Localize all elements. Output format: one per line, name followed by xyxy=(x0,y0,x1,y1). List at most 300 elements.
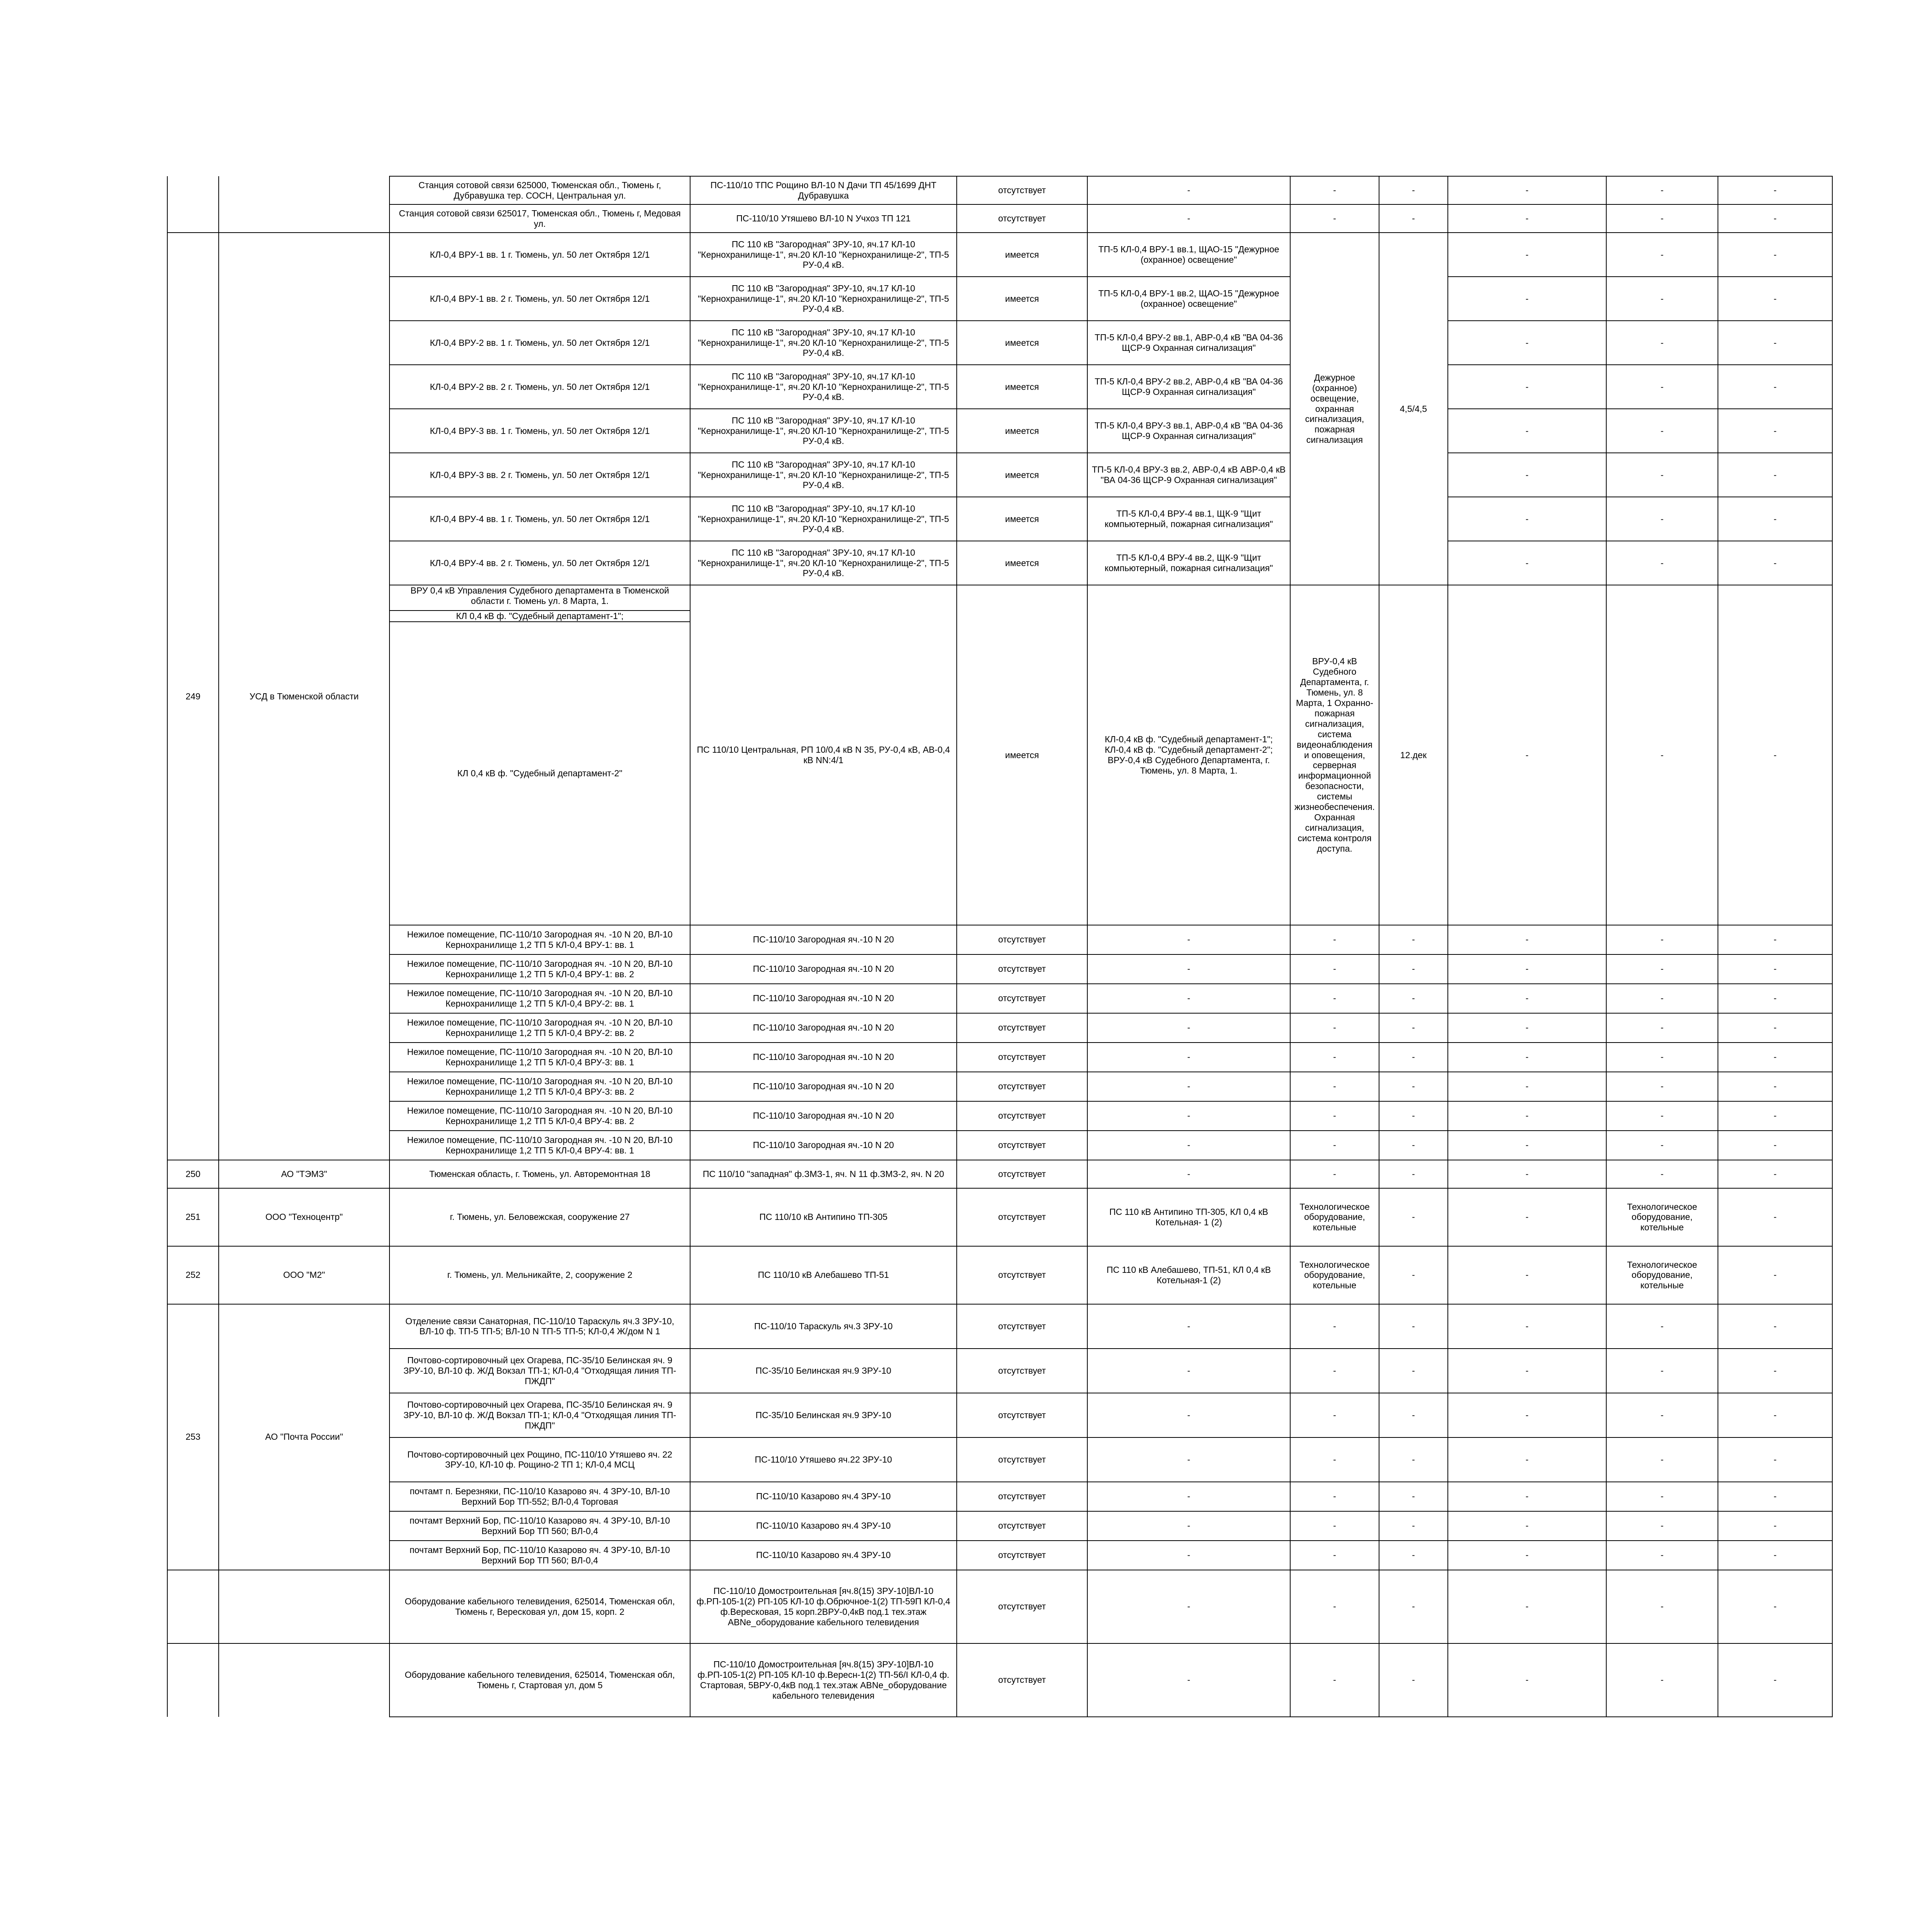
table-row xyxy=(167,1570,1832,1643)
table-row xyxy=(167,277,1832,321)
substation-cell: ПС 110 кВ "Загородная" ЗРУ-10, яч.17 КЛ-10 "Кернохранилище-1", яч.20 КЛ-10 "Кернохранилище-2", ТП-5 РУ-0,4 кВ. xyxy=(690,233,957,277)
backup-source-cell: - xyxy=(1087,1541,1290,1570)
value-cell: - xyxy=(1290,1541,1379,1570)
value-cell: - xyxy=(1448,176,1606,204)
value-cell: - xyxy=(1448,1043,1606,1072)
substation-cell: ПС-110/10 Загородная яч.-10 N 20 xyxy=(690,984,957,1013)
organization-cell xyxy=(219,204,389,233)
value-cell: - xyxy=(1448,1541,1606,1570)
value-cell: - xyxy=(1379,204,1448,233)
value-cell: - xyxy=(1606,1304,1718,1349)
value-cell: - xyxy=(1379,1160,1448,1188)
reserve-cell: имеется xyxy=(957,453,1087,497)
table-row xyxy=(167,497,1832,541)
address-cell: КЛ-0,4 ВРУ-2 вв. 2 г. Тюмень, ул. 50 лет Октября 12/1 xyxy=(389,365,690,409)
value-cell: - xyxy=(1379,1349,1448,1393)
table-row xyxy=(167,365,1832,409)
value-cell: - xyxy=(1379,1188,1448,1246)
substation-cell: ПС-35/10 Белинская яч.9 ЗРУ-10 xyxy=(690,1393,957,1437)
substation-cell: ПС-110/10 Казарово яч.4 ЗРУ-10 xyxy=(690,1482,957,1511)
number-cell xyxy=(167,1570,219,1643)
reserve-cell: имеется xyxy=(957,321,1087,365)
table-row xyxy=(167,1511,1832,1541)
address-cell: ВРУ 0,4 кВ Управления Судебного департамента в Тюменской области г. Тюмень ул. 8 Марта, 1. xyxy=(389,585,690,611)
value-cell: - xyxy=(1718,1188,1832,1246)
reserve-cell: отсутствует xyxy=(957,1131,1087,1160)
backup-source-cell: ПС 110 кВ Алебашево, ТП-51, КЛ 0,4 кВ Котельная-1 (2) xyxy=(1087,1246,1290,1304)
backup-source-cell: - xyxy=(1087,1643,1290,1717)
substation-cell: ПС 110 кВ "Загородная" ЗРУ-10, яч.17 КЛ-10 "Кернохранилище-1", яч.20 КЛ-10 "Кернохранилище-2", ТП-5 РУ-0,4 кВ. xyxy=(690,497,957,541)
value-cell: - xyxy=(1718,1101,1832,1131)
address-cell: КЛ-0,4 ВРУ-1 вв. 1 г. Тюмень, ул. 50 лет Октября 12/1 xyxy=(389,233,690,277)
table-row xyxy=(167,1246,1832,1304)
backup-source-cell: - xyxy=(1087,1393,1290,1437)
backup-source-cell: - xyxy=(1087,1072,1290,1101)
value-cell: - xyxy=(1379,1393,1448,1437)
substation-cell: ПС 110 кВ "Загородная" ЗРУ-10, яч.17 КЛ-10 "Кернохранилище-1", яч.20 КЛ-10 "Кернохранилище-2", ТП-5 РУ-0,4 кВ. xyxy=(690,453,957,497)
value-cell: - xyxy=(1606,1072,1718,1101)
value-cell: - xyxy=(1290,176,1379,204)
value-cell: - xyxy=(1290,1393,1379,1437)
substation-cell: ПС-110/10 Утяшево ВЛ-10 N Учхоз ТП 121 xyxy=(690,204,957,233)
reserve-cell: отсутствует xyxy=(957,1160,1087,1188)
value-cell: - xyxy=(1448,1393,1606,1437)
table-row xyxy=(167,1643,1832,1717)
value-cell: - xyxy=(1606,1643,1718,1717)
backup-source-cell: - xyxy=(1087,1043,1290,1072)
value-cell: - xyxy=(1379,925,1448,954)
backup-source-cell: - xyxy=(1087,1437,1290,1482)
value-cell: - xyxy=(1606,409,1718,453)
consumer-category-cell: Дежурное (охранное) освещение, охранная сигнализация, пожарная сигнализация xyxy=(1290,233,1379,585)
value-cell: - xyxy=(1448,233,1606,277)
value-cell: - xyxy=(1290,1101,1379,1131)
reserve-cell: отсутствует xyxy=(957,176,1087,204)
address-cell: КЛ 0,4 кВ ф. "Судебный департамент-1"; xyxy=(389,611,690,622)
table-row xyxy=(167,541,1832,585)
value-cell: - xyxy=(1448,1246,1606,1304)
value-cell: - xyxy=(1448,1349,1606,1393)
substation-cell: ПС 110/10 Центральная, РП 10/0,4 кВ N 35, РУ-0,4 кВ, АВ-0,4 кВ NN:4/1 xyxy=(690,585,957,925)
value-cell: - xyxy=(1448,541,1606,585)
organization-cell: ООО "Техноцентр" xyxy=(219,1188,389,1246)
value-cell: - xyxy=(1606,1482,1718,1511)
table-row xyxy=(167,1013,1832,1043)
table-row xyxy=(167,1188,1832,1246)
substation-cell: ПС-110/10 Загородная яч.-10 N 20 xyxy=(690,1013,957,1043)
value-cell: - xyxy=(1606,1437,1718,1482)
backup-source-cell: - xyxy=(1087,204,1290,233)
backup-source-cell: - xyxy=(1087,1482,1290,1511)
backup-source-cell: КЛ-0,4 кВ ф. "Судебный департамент-1"; КЛ-0,4 кВ ф. "Судебный департамент-2"; ВРУ-0,4 кВ Судебного Департамента, г. Тюмень, ул. 8 Марта, 1. xyxy=(1087,585,1290,925)
value-cell: - xyxy=(1448,204,1606,233)
address-cell: почтамт Верхний Бор, ПС-110/10 Казарово яч. 4 ЗРУ-10, ВЛ-10 Верхний Бор ТП 560; ВЛ-0,4 xyxy=(389,1511,690,1541)
table-row xyxy=(167,1131,1832,1160)
value-cell: - xyxy=(1606,204,1718,233)
backup-source-cell: - xyxy=(1087,984,1290,1013)
value-cell: - xyxy=(1606,541,1718,585)
value-cell: - xyxy=(1379,1131,1448,1160)
value-cell: - xyxy=(1606,1043,1718,1072)
value-cell: - xyxy=(1718,1437,1832,1482)
value-cell: - xyxy=(1448,1437,1606,1482)
value-cell: - xyxy=(1379,1482,1448,1511)
value-cell: - xyxy=(1718,277,1832,321)
value-cell: - xyxy=(1379,1101,1448,1131)
value-cell: - xyxy=(1448,1304,1606,1349)
value-cell: - xyxy=(1718,365,1832,409)
address-cell: Нежилое помещение, ПС-110/10 Загородная яч. -10 N 20, ВЛ-10 Кернохранилище 1,2 ТП 5 КЛ-0,4 ВРУ-1: вв. 2 xyxy=(389,954,690,984)
address-cell: Станция сотовой связи 625000, Тюменская обл., Тюмень г, Дубравушка тер. СОСН, Центральная ул. xyxy=(389,176,690,204)
table-row xyxy=(167,176,1832,204)
reserve-cell: отсутствует xyxy=(957,1304,1087,1349)
value-cell: - xyxy=(1379,176,1448,204)
address-cell: г. Тюмень, ул. Беловежская, сооружение 27 xyxy=(389,1188,690,1246)
number-cell: 250 xyxy=(167,1160,219,1188)
value-cell: - xyxy=(1379,954,1448,984)
reserve-cell: имеется xyxy=(957,277,1087,321)
value-cell: - xyxy=(1448,1160,1606,1188)
address-cell: Оборудование кабельного телевидения, 625014, Тюменская обл, Тюмень г, Вересковая ул, дом 15, корп. 2 xyxy=(389,1570,690,1643)
backup-source-cell: ТП-5 КЛ-0,4 ВРУ-1 вв.2, ЩАО-15 "Дежурное (охранное) освещение" xyxy=(1087,277,1290,321)
value-cell: - xyxy=(1606,233,1718,277)
number-cell: 252 xyxy=(167,1246,219,1304)
backup-source-cell: - xyxy=(1087,176,1290,204)
backup-source-cell: - xyxy=(1087,1101,1290,1131)
reserve-cell: отсутствует xyxy=(957,1246,1087,1304)
address-cell: Нежилое помещение, ПС-110/10 Загородная яч. -10 N 20, ВЛ-10 Кернохранилище 1,2 ТП 5 КЛ-0,4 ВРУ-2: вв. 1 xyxy=(389,984,690,1013)
substation-cell: ПС-110/10 Домостроительная [яч.8(15) ЗРУ-10]ВЛ-10 ф.РП-105-1(2) РП-105 КЛ-10 ф.Вересн-1(2) ТП-56/I КЛ-0,4 ф. Стартовая, 5ВРУ-0,4кВ под.1 тех.этаж АВNe_оборудование кабельного телевидения xyxy=(690,1643,957,1717)
consumer-category-cell: Технологическое оборудование, котельные xyxy=(1290,1188,1379,1246)
address-cell: КЛ-0,4 ВРУ-1 вв. 2 г. Тюмень, ул. 50 лет Октября 12/1 xyxy=(389,277,690,321)
value-cell: - xyxy=(1379,1246,1448,1304)
value-cell: - xyxy=(1718,176,1832,204)
value-cell: - xyxy=(1606,1541,1718,1570)
reserve-cell: отсутствует xyxy=(957,1101,1087,1131)
substation-cell: ПС 110/10 кВ Антипино ТП-305 xyxy=(690,1188,957,1246)
value-cell: - xyxy=(1718,453,1832,497)
table-row xyxy=(167,1043,1832,1072)
reserve-cell: отсутствует xyxy=(957,1482,1087,1511)
power-value-cell: 4,5/4,5 xyxy=(1379,233,1448,585)
backup-source-cell: - xyxy=(1087,925,1290,954)
value-cell: - xyxy=(1290,1160,1379,1188)
value-cell: - xyxy=(1448,1511,1606,1541)
value-cell: - xyxy=(1290,925,1379,954)
value-cell: - xyxy=(1448,585,1606,925)
table-row xyxy=(167,1072,1832,1101)
value-cell: - xyxy=(1448,925,1606,954)
spreadsheet-table xyxy=(167,176,1833,1717)
substation-cell: ПС-110/10 Загородная яч.-10 N 20 xyxy=(690,925,957,954)
substation-cell: ПС 110 кВ "Загородная" ЗРУ-10, яч.17 КЛ-10 "Кернохранилище-1", яч.20 КЛ-10 "Кернохранилище-2", ТП-5 РУ-0,4 кВ. xyxy=(690,277,957,321)
reserve-cell: отсутствует xyxy=(957,1541,1087,1570)
substation-cell: ПС 110 кВ "Загородная" ЗРУ-10, яч.17 КЛ-10 "Кернохранилище-1", яч.20 КЛ-10 "Кернохранилище-2", ТП-5 РУ-0,4 кВ. xyxy=(690,365,957,409)
organization-cell xyxy=(219,176,389,204)
table-row xyxy=(167,453,1832,497)
address-cell: КЛ-0,4 ВРУ-3 вв. 1 г. Тюмень, ул. 50 лет Октября 12/1 xyxy=(389,409,690,453)
value-cell: - xyxy=(1379,984,1448,1013)
value-cell: - xyxy=(1448,497,1606,541)
value-cell: - xyxy=(1290,1570,1379,1643)
value-cell: - xyxy=(1290,204,1379,233)
value-cell: - xyxy=(1718,541,1832,585)
value-cell: - xyxy=(1718,925,1832,954)
value-cell: - xyxy=(1448,277,1606,321)
value-cell: - xyxy=(1448,321,1606,365)
value-cell: - xyxy=(1290,1072,1379,1101)
table-row xyxy=(167,1482,1832,1511)
value-cell: - xyxy=(1606,585,1718,925)
number-cell xyxy=(167,204,219,233)
value-cell: - xyxy=(1718,1570,1832,1643)
table-row xyxy=(167,1437,1832,1482)
value-cell: - xyxy=(1718,1304,1832,1349)
value-cell: - xyxy=(1718,1131,1832,1160)
value-cell: - xyxy=(1448,1188,1606,1246)
substation-cell: ПС 110/10 кВ Алебашево ТП-51 xyxy=(690,1246,957,1304)
value-cell: - xyxy=(1718,984,1832,1013)
organization-cell xyxy=(219,1643,389,1717)
reserve-cell: отсутствует xyxy=(957,1043,1087,1072)
reserve-cell: отсутствует xyxy=(957,1437,1087,1482)
backup-source-cell: - xyxy=(1087,1570,1290,1643)
equipment-cell: Технологическое оборудование, котельные xyxy=(1606,1188,1718,1246)
reserve-cell: имеется xyxy=(957,365,1087,409)
address-cell: почтамт п. Березняки, ПС-110/10 Казарово яч. 4 ЗРУ-10, ВЛ-10 Верхний Бор ТП-552; ВЛ-0,4 Торговая xyxy=(389,1482,690,1511)
value-cell: - xyxy=(1606,1101,1718,1131)
number-cell: 249 xyxy=(167,233,219,1160)
backup-source-cell: - xyxy=(1087,1304,1290,1349)
value-cell: - xyxy=(1448,453,1606,497)
table-row xyxy=(167,409,1832,453)
value-cell: - xyxy=(1606,277,1718,321)
number-cell: 251 xyxy=(167,1188,219,1246)
value-cell: - xyxy=(1606,925,1718,954)
value-cell: - xyxy=(1606,984,1718,1013)
value-cell: - xyxy=(1448,954,1606,984)
reserve-cell: отсутствует xyxy=(957,1570,1087,1643)
table-row xyxy=(167,1393,1832,1437)
address-cell: почтамт Верхний Бор, ПС-110/10 Казарово яч. 4 ЗРУ-10, ВЛ-10 Верхний Бор ТП 560; ВЛ-0,4 xyxy=(389,1541,690,1570)
value-cell: - xyxy=(1379,1437,1448,1482)
backup-source-cell: - xyxy=(1087,1349,1290,1393)
substation-cell: ПС 110 кВ "Загородная" ЗРУ-10, яч.17 КЛ-10 "Кернохранилище-1", яч.20 КЛ-10 "Кернохранилище-2", ТП-5 РУ-0,4 кВ. xyxy=(690,321,957,365)
reserve-cell: имеется xyxy=(957,233,1087,277)
value-cell: - xyxy=(1379,1072,1448,1101)
value-cell: - xyxy=(1290,1437,1379,1482)
address-cell: Почтово-сортировочный цех Рощино, ПС-110/10 Утяшево яч. 22 ЗРУ-10, КЛ-10 ф. Рощино-2 ТП 1; КЛ-0,4 МСЦ xyxy=(389,1437,690,1482)
value-cell: - xyxy=(1448,1101,1606,1131)
organization-cell: АО "ТЭМЗ" xyxy=(219,1160,389,1188)
value-cell: - xyxy=(1379,1304,1448,1349)
value-cell: - xyxy=(1448,1482,1606,1511)
value-cell: - xyxy=(1606,497,1718,541)
backup-source-cell: ТП-5 КЛ-0,4 ВРУ-1 вв.1, ЩАО-15 "Дежурное (охранное) освещение" xyxy=(1087,233,1290,277)
address-cell: Оборудование кабельного телевидения, 625014, Тюменская обл, Тюмень г, Стартовая ул, дом 5 xyxy=(389,1643,690,1717)
value-cell: - xyxy=(1290,1482,1379,1511)
substation-cell: ПС-110/10 Загородная яч.-10 N 20 xyxy=(690,1072,957,1101)
reserve-cell: отсутствует xyxy=(957,925,1087,954)
table-row xyxy=(167,1304,1832,1349)
address-cell: КЛ-0,4 ВРУ-4 вв. 1 г. Тюмень, ул. 50 лет Октября 12/1 xyxy=(389,497,690,541)
value-cell: - xyxy=(1718,409,1832,453)
substation-cell: ПС-110/10 ТПС Рощино ВЛ-10 N Дачи ТП 45/1699 ДНТ Дубравушка xyxy=(690,176,957,204)
address-cell: Отделение связи Санаторная, ПС-110/10 Тараскуль яч.3 ЗРУ-10, ВЛ-10 ф. ТП-5 ТП-5; ВЛ-10 N ТП-5 ТП-5; КЛ-0,4 Ж/дом N 1 xyxy=(389,1304,690,1349)
value-cell: - xyxy=(1718,1482,1832,1511)
backup-source-cell: ПС 110 кВ Антипино ТП-305, КЛ 0,4 кВ Котельная- 1 (2) xyxy=(1087,1188,1290,1246)
value-cell: - xyxy=(1718,1072,1832,1101)
address-cell: Нежилое помещение, ПС-110/10 Загородная яч. -10 N 20, ВЛ-10 Кернохранилище 1,2 ТП 5 КЛ-0,4 ВРУ-4: вв. 2 xyxy=(389,1101,690,1131)
value-cell: - xyxy=(1606,1160,1718,1188)
value-cell: - xyxy=(1606,954,1718,984)
backup-source-cell: ТП-5 КЛ-0,4 ВРУ-4 вв.2, ЩК-9 "Щит компьютерный, пожарная сигнализация" xyxy=(1087,541,1290,585)
table-row xyxy=(167,233,1832,277)
table-row xyxy=(167,1101,1832,1131)
consumer-category-cell: Технологическое оборудование, котельные xyxy=(1290,1246,1379,1304)
value-cell: - xyxy=(1606,1131,1718,1160)
address-cell: КЛ 0,4 кВ ф. "Судебный департамент-2" xyxy=(389,622,690,925)
value-cell: - xyxy=(1606,1511,1718,1541)
substation-cell: ПС-110/10 Домостроительная [яч.8(15) ЗРУ-10]ВЛ-10 ф.РП-105-1(2) РП-105 КЛ-10 ф.Обрючное-1(2) ТП-59П КЛ-0,4 ф.Вересковая, 15 корп.2ВРУ-0,4кВ под.1 тех.этаж АВNe_оборудование кабельного телевидения xyxy=(690,1570,957,1643)
value-cell: - xyxy=(1290,1349,1379,1393)
value-cell: - xyxy=(1379,1570,1448,1643)
reserve-cell: отсутствует xyxy=(957,204,1087,233)
value-cell: - xyxy=(1718,954,1832,984)
backup-source-cell: ТП-5 КЛ-0,4 ВРУ-3 вв.2, АВР-0,4 кВ АВР-0,4 кВ "ВА 04-36 ЩСР-9 Охранная сигнализация" xyxy=(1087,453,1290,497)
address-cell: Почтово-сортировочный цех Огарева, ПС-35/10 Белинская яч. 9 ЗРУ-10, ВЛ-10 ф. Ж/Д Вокзал ТП-1; КЛ-0,4 "Отходящая линия ТП-ПЖДП" xyxy=(389,1393,690,1437)
value-cell: - xyxy=(1718,321,1832,365)
substation-cell: ПС-110/10 Казарово яч.4 ЗРУ-10 xyxy=(690,1541,957,1570)
table-row xyxy=(167,954,1832,984)
value-cell: - xyxy=(1718,1013,1832,1043)
backup-source-cell: ТП-5 КЛ-0,4 ВРУ-3 вв.1, АВР-0,4 кВ "ВА 04-36 ЩСР-9 Охранная сигнализация" xyxy=(1087,409,1290,453)
address-cell: Почтово-сортировочный цех Огарева, ПС-35/10 Белинская яч. 9 ЗРУ-10, ВЛ-10 ф. Ж/Д Вокзал ТП-1; КЛ-0,4 "Отходящая линия ТП-ПЖДП" xyxy=(389,1349,690,1393)
value-cell: - xyxy=(1290,1643,1379,1717)
table-row xyxy=(167,585,1832,611)
backup-source-cell: - xyxy=(1087,1160,1290,1188)
value-cell: - xyxy=(1606,321,1718,365)
address-cell: Нежилое помещение, ПС-110/10 Загородная яч. -10 N 20, ВЛ-10 Кернохранилище 1,2 ТП 5 КЛ-0,4 ВРУ-2: вв. 2 xyxy=(389,1013,690,1043)
value-cell: - xyxy=(1379,1643,1448,1717)
reserve-cell: имеется xyxy=(957,585,1087,925)
reserve-cell: имеется xyxy=(957,497,1087,541)
value-cell: - xyxy=(1448,409,1606,453)
value-cell: - xyxy=(1718,1643,1832,1717)
reserve-cell: отсутствует xyxy=(957,1349,1087,1393)
substation-cell: ПС-35/10 Белинская яч.9 ЗРУ-10 xyxy=(690,1349,957,1393)
reserve-cell: имеется xyxy=(957,541,1087,585)
value-cell: - xyxy=(1290,1131,1379,1160)
table-row xyxy=(167,984,1832,1013)
value-cell: - xyxy=(1379,1043,1448,1072)
value-cell: - xyxy=(1718,1393,1832,1437)
consumer-category-cell: ВРУ-0,4 кВ Судебного Департамента, г. Тюмень, ул. 8 Марта, 1 Охранно-пожарная сигнализация, система видеонаблюдения и оповещения, серверная информационной безопасности, системы жизнеобеспечения. Охранная сигнализация, система контроля доступа. xyxy=(1290,585,1379,925)
reserve-cell: отсутствует xyxy=(957,1511,1087,1541)
backup-source-cell: - xyxy=(1087,954,1290,984)
address-cell: Нежилое помещение, ПС-110/10 Загородная яч. -10 N 20, ВЛ-10 Кернохранилище 1,2 ТП 5 КЛ-0,4 ВРУ-3: вв. 2 xyxy=(389,1072,690,1101)
address-cell: КЛ-0,4 ВРУ-2 вв. 1 г. Тюмень, ул. 50 лет Октября 12/1 xyxy=(389,321,690,365)
reserve-cell: имеется xyxy=(957,409,1087,453)
value-cell: - xyxy=(1606,176,1718,204)
reserve-cell: отсутствует xyxy=(957,1013,1087,1043)
substation-cell: ПС-110/10 Казарово яч.4 ЗРУ-10 xyxy=(690,1511,957,1541)
value-cell: - xyxy=(1718,1043,1832,1072)
value-cell: - xyxy=(1718,1511,1832,1541)
value-cell: - xyxy=(1718,1246,1832,1304)
value-cell: - xyxy=(1718,1349,1832,1393)
reserve-cell: отсутствует xyxy=(957,1393,1087,1437)
value-cell: - xyxy=(1718,1160,1832,1188)
table-row xyxy=(167,204,1832,233)
value-cell: - xyxy=(1448,1072,1606,1101)
table-row xyxy=(167,321,1832,365)
address-cell: г. Тюмень, ул. Мельникайте, 2, сооружение 2 xyxy=(389,1246,690,1304)
organization-cell: УСД в Тюменской области xyxy=(219,233,389,1160)
substation-cell: ПС-110/10 Загородная яч.-10 N 20 xyxy=(690,954,957,984)
organization-cell: АО "Почта России" xyxy=(219,1304,389,1570)
number-cell xyxy=(167,176,219,204)
organization-cell xyxy=(219,1570,389,1643)
table-row xyxy=(167,925,1832,954)
reserve-cell: отсутствует xyxy=(957,954,1087,984)
address-cell: Нежилое помещение, ПС-110/10 Загородная яч. -10 N 20, ВЛ-10 Кернохранилище 1,2 ТП 5 КЛ-0,4 ВРУ-4: вв. 1 xyxy=(389,1131,690,1160)
substation-cell: ПС-110/10 Тараскуль яч.3 ЗРУ-10 xyxy=(690,1304,957,1349)
substation-cell: ПС 110/10 "западная" ф.ЗМЗ-1, яч. N 11 ф.ЗМЗ-2, яч. N 20 xyxy=(690,1160,957,1188)
value-cell: - xyxy=(1606,1570,1718,1643)
substation-cell: ПС-110/10 Загородная яч.-10 N 20 xyxy=(690,1043,957,1072)
address-cell: Нежилое помещение, ПС-110/10 Загородная яч. -10 N 20, ВЛ-10 Кернохранилище 1,2 ТП 5 КЛ-0,4 ВРУ-3: вв. 1 xyxy=(389,1043,690,1072)
reserve-cell: отсутствует xyxy=(957,1643,1087,1717)
value-cell: - xyxy=(1606,1013,1718,1043)
value-cell: - xyxy=(1290,1304,1379,1349)
table-row xyxy=(167,1349,1832,1393)
address-cell: КЛ-0,4 ВРУ-4 вв. 2 г. Тюмень, ул. 50 лет Октября 12/1 xyxy=(389,541,690,585)
value-cell: - xyxy=(1290,1511,1379,1541)
address-cell: Тюменская область, г. Тюмень, ул. Авторемонтная 18 xyxy=(389,1160,690,1188)
reserve-cell: отсутствует xyxy=(957,1188,1087,1246)
address-cell: КЛ-0,4 ВРУ-3 вв. 2 г. Тюмень, ул. 50 лет Октября 12/1 xyxy=(389,453,690,497)
value-cell: - xyxy=(1606,365,1718,409)
value-cell: - xyxy=(1718,233,1832,277)
backup-source-cell: ТП-5 КЛ-0,4 ВРУ-2 вв.1, АВР-0,4 кВ "ВА 04-36 ЩСР-9 Охранная сигнализация" xyxy=(1087,321,1290,365)
value-cell: - xyxy=(1718,585,1832,925)
value-cell: - xyxy=(1606,1393,1718,1437)
address-cell: Станция сотовой связи 625017, Тюменская обл., Тюмень г, Медовая ул. xyxy=(389,204,690,233)
address-cell: Нежилое помещение, ПС-110/10 Загородная яч. -10 N 20, ВЛ-10 Кернохранилище 1,2 ТП 5 КЛ-0,4 ВРУ-1: вв. 1 xyxy=(389,925,690,954)
value-cell: - xyxy=(1290,954,1379,984)
backup-source-cell: - xyxy=(1087,1013,1290,1043)
value-cell: - xyxy=(1718,204,1832,233)
substation-cell: ПС-110/10 Утяшево яч.22 ЗРУ-10 xyxy=(690,1437,957,1482)
power-value-cell: 12.дек xyxy=(1379,585,1448,925)
value-cell: - xyxy=(1290,984,1379,1013)
substation-cell: ПС 110 кВ "Загородная" ЗРУ-10, яч.17 КЛ-10 "Кернохранилище-1", яч.20 КЛ-10 "Кернохранилище-2", ТП-5 РУ-0,4 кВ. xyxy=(690,541,957,585)
organization-cell: ООО "М2" xyxy=(219,1246,389,1304)
backup-source-cell: - xyxy=(1087,1511,1290,1541)
value-cell: - xyxy=(1718,1541,1832,1570)
value-cell: - xyxy=(1606,1349,1718,1393)
value-cell: - xyxy=(1718,497,1832,541)
substation-cell: ПС-110/10 Загородная яч.-10 N 20 xyxy=(690,1131,957,1160)
value-cell: - xyxy=(1606,453,1718,497)
substation-cell: ПС 110 кВ "Загородная" ЗРУ-10, яч.17 КЛ-10 "Кернохранилище-1", яч.20 КЛ-10 "Кернохранилище-2", ТП-5 РУ-0,4 кВ. xyxy=(690,409,957,453)
reserve-cell: отсутствует xyxy=(957,984,1087,1013)
number-cell: 253 xyxy=(167,1304,219,1570)
value-cell: - xyxy=(1379,1013,1448,1043)
value-cell: - xyxy=(1448,984,1606,1013)
substation-cell: ПС-110/10 Загородная яч.-10 N 20 xyxy=(690,1101,957,1131)
